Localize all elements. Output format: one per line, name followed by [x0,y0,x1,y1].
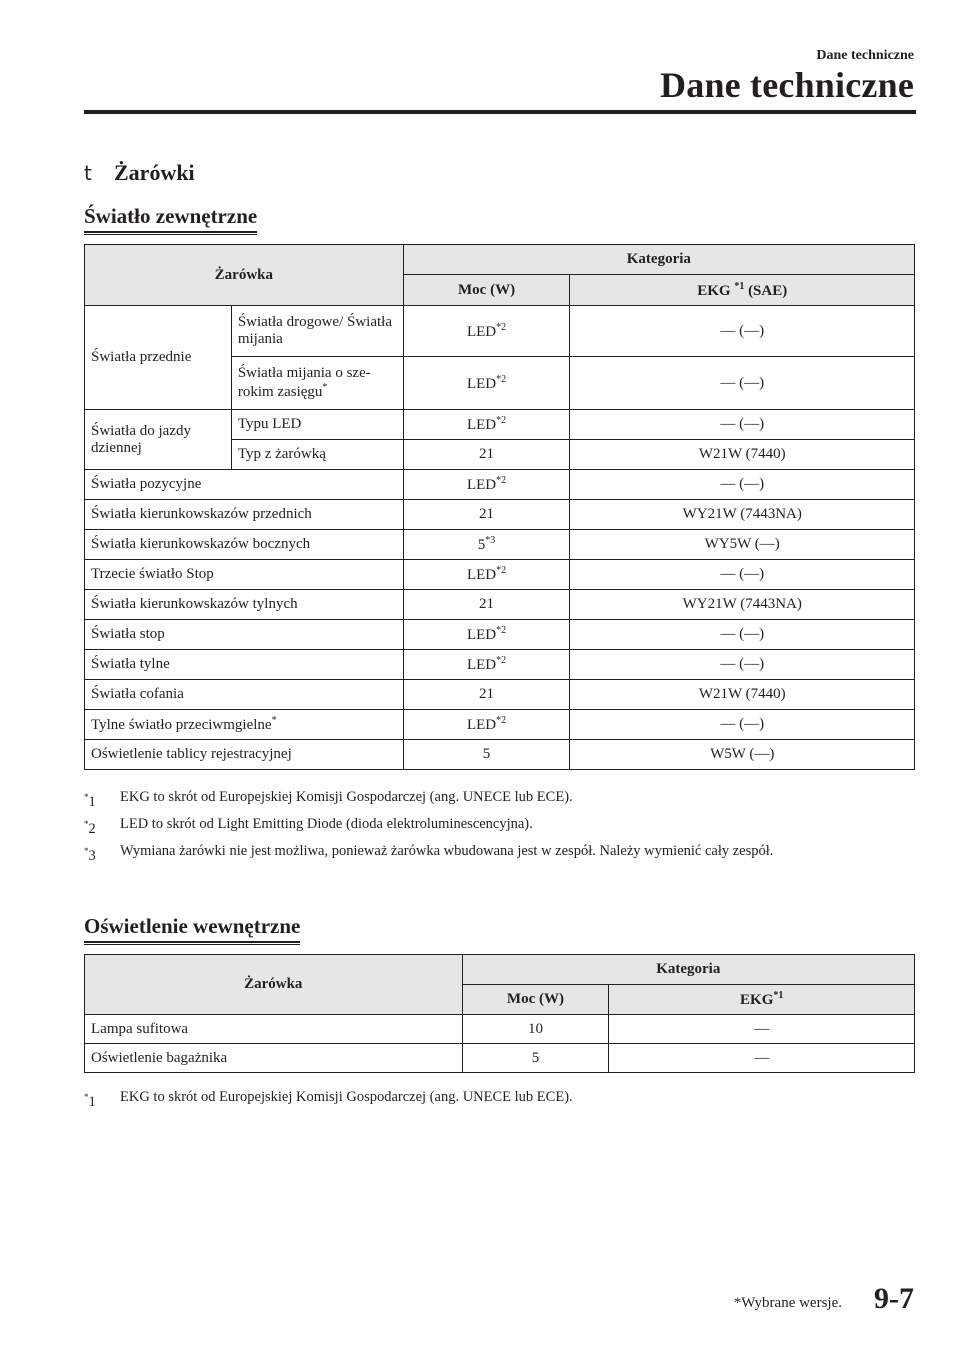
row-ekg: — (—) [570,710,915,740]
row-power: 10 [462,1015,609,1044]
table-row [85,560,915,590]
table-row [85,1044,915,1073]
interior-footnotes [84,1086,910,1113]
row-name: Światła stop [85,620,404,650]
col-bulb-header: Żarówka [85,955,463,1015]
row-ekg: WY5W (—) [570,530,915,560]
row-name: Światła kierunkowskazów tylnych [85,590,404,620]
table-row [85,710,915,740]
row-power: LED$^{*2}$ [403,650,570,680]
row-name: Typu LED [231,410,403,440]
row-power: LED$^{*2}$ [403,710,570,740]
table-header-row [85,245,915,275]
table-row [85,470,915,500]
row-name: Światła kierunkowskazów bocznych [85,530,404,560]
footnote: *3 Wymiana żarówki nie jest możliwa, ponieważ żarówka wbudowana jest w zespół. Należy wymienić cały zespół. [84,842,774,864]
table-row [85,680,915,710]
row-ekg: WY21W (7443NA) [570,500,915,530]
row-name: Światła cofania [85,680,404,710]
row-ekg: — (—) [570,357,915,410]
row-name: Światła pozycyjne [85,470,404,500]
chapter-title: Dane techniczne [660,65,914,105]
row-power: LED$^{*2}$ [403,410,570,440]
table-row [85,620,915,650]
row-name: Światła mijania o sze-rokim zasięgu* [231,357,403,410]
row-power: LED$^{*2}$ [403,620,570,650]
row-power: 21 [403,500,570,530]
row-name: Światła tylne [85,650,404,680]
row-name: Światła drogowe/ Światła mijania [231,306,403,357]
row-power: 21 [403,680,570,710]
row-ekg: W21W (7440) [570,440,915,470]
page-number: 9-7 [874,1282,914,1315]
row-ekg: — (—) [570,650,915,680]
exterior-subtitle: Światło zewnętrzne [84,204,257,238]
footnote: *1 EKG to skrót od Europejskiej Komisji Gospodarczej (ang. UNECE lub ECE). [84,1089,573,1110]
row-power: 21 [403,590,570,620]
table-row [85,500,915,530]
interior-subtitle: Oświetlenie wewnętrzne [84,914,300,948]
row-ekg: — (—) [570,410,915,440]
col-ekg-header: EKG $^{*1}$ (SAE) [570,275,915,306]
row-ekg: WY21W (7443NA) [570,590,915,620]
running-header: Dane techniczne [816,48,914,63]
col-power-header: Moc (W) [462,985,609,1015]
row-power: 5$^{*3}$ [403,530,570,560]
row-ekg: — (—) [570,306,915,357]
header-rule [84,110,916,114]
row-ekg: — (—) [570,620,915,650]
table-row [85,590,915,620]
row-name: Oświetlenie tablicy rejestracyjnej [85,740,404,770]
row-power: 21 [403,440,570,470]
exterior-bulb-table [84,244,915,770]
group-front-lights: Światła przednie [85,306,232,410]
footnote: *2 LED to skrót od Light Emitting Diode (dioda elektroluminescencyjna). [84,815,533,837]
section-title: Żarówki [114,160,195,185]
col-category-header: Kategoria [462,955,914,985]
col-category-header: Kategoria [403,245,914,275]
interior-bulb-table [84,954,915,1073]
row-name: Tylne światło przeciwmgielne* [85,710,404,740]
row-name: Oświetlenie bagażnika [85,1044,463,1073]
table-row [85,530,915,560]
row-name: Lampa sufitowa [85,1015,463,1044]
row-ekg: — (—) [570,560,915,590]
row-power: LED$^{*2}$ [403,357,570,410]
row-name: Światła kierunkowskazów przednich [85,500,404,530]
col-power-header: Moc (W) [403,275,570,306]
col-bulb-header: Żarówka [85,245,404,306]
col-ekg-header: EKG$^{*1}$ [609,985,915,1015]
row-ekg: W5W (—) [570,740,915,770]
row-name: Typ z żarówką [231,440,403,470]
table-row [85,1015,915,1044]
row-power: LED$^{*2}$ [403,470,570,500]
table-row [85,740,915,770]
row-power: 5 [462,1044,609,1073]
selected-versions-note: *Wybrane wersje. [733,1295,842,1311]
table-header-row [85,955,915,985]
section-heading [84,160,195,186]
row-power: LED$^{*2}$ [403,560,570,590]
table-row [85,306,915,357]
exterior-footnotes [84,786,910,866]
row-power: LED$^{*2}$ [403,306,570,357]
row-power: 5 [403,740,570,770]
row-ekg: — [609,1015,915,1044]
group-drl: Światła do jazdy dziennej [85,410,232,470]
section-bullet-icon: t [84,161,92,185]
table-row [85,650,915,680]
table-row [85,410,915,440]
row-ekg: W21W (7440) [570,680,915,710]
footnote: *1 EKG to skrót od Europejskiej Komisji Gospodarczej (ang. UNECE lub ECE). [84,789,573,810]
row-ekg: — (—) [570,470,915,500]
row-ekg: — [609,1044,915,1073]
row-name: Trzecie światło Stop [85,560,404,590]
